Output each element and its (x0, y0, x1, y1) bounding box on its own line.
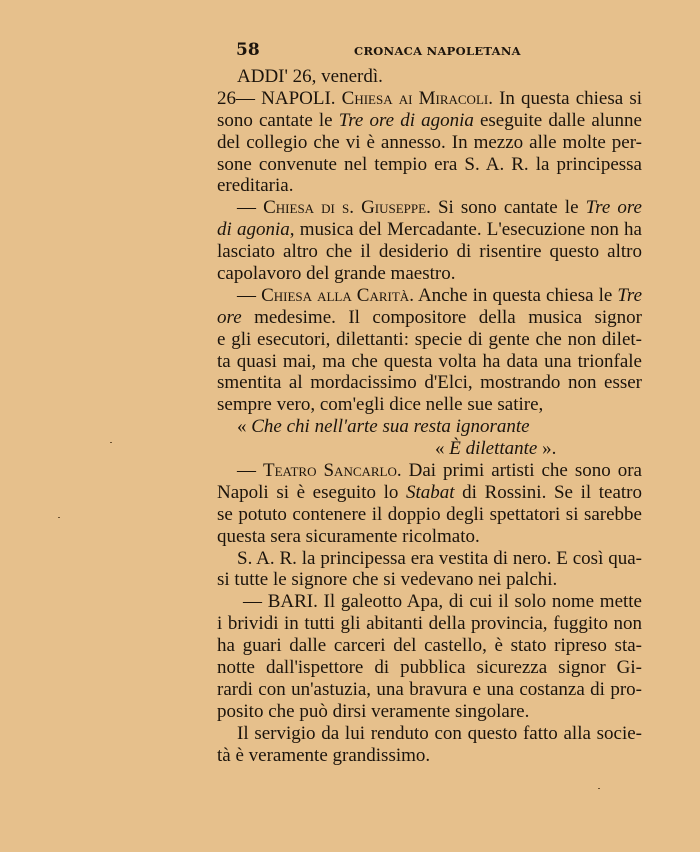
text-run: ta quasi mai, ma che questa volta ha data una trionfale (217, 350, 642, 372)
text-run: . Anche in questa chiesa le (409, 284, 618, 306)
italic-text: Stabat (406, 481, 455, 503)
text-run: S. A. R. la principessa era vestita di nero. E così qua- (237, 547, 642, 569)
italic-text: È dilettante (449, 438, 538, 460)
text-run: « (435, 438, 450, 460)
text-line (217, 635, 642, 657)
text-line (217, 110, 642, 132)
text-run: ». (537, 438, 557, 460)
text-run: . Dai primi artisti che sono ora (396, 460, 642, 482)
text-run: si tutte le signore che si vedevano nei palchi. (217, 569, 558, 591)
small-caps-heading: Chiesa di s. Giuseppe (263, 197, 427, 219)
text-line (217, 154, 642, 176)
text-run: posito che può dirsi veramente singolare. (217, 700, 530, 722)
text-run: « (237, 416, 252, 438)
text-run: lasciato altro che il desiderio di risentire questo altro (217, 241, 642, 263)
text-run: e gli esecutori, dilettanti: specie di gente che non dilet- (217, 328, 642, 350)
text-run: ereditaria. (217, 175, 294, 197)
text-run: del collegio che vi è annesso. In mezzo alle molte per- (217, 131, 642, 153)
text-run: questa sera sicuramente ricolmato. (217, 525, 480, 547)
text-run: notte dall'ispettore di pubblica sicurezza signor Gi- (217, 657, 642, 679)
text-line (217, 548, 642, 570)
text-line (217, 329, 642, 351)
text-line (217, 526, 642, 548)
text-run: . In questa chiesa si (488, 87, 642, 109)
text-run: — BARI. Il galeotto Apa, di cui il solo nome mette (243, 591, 642, 613)
text-line (217, 438, 642, 460)
text-run: — (237, 460, 263, 482)
text-run: capolavoro del grande maestro. (217, 263, 456, 285)
text-line (217, 416, 642, 438)
text-line (217, 701, 642, 723)
text-line (217, 569, 642, 591)
text-line (217, 482, 642, 504)
text-run: eseguite dalle alunne (473, 109, 642, 131)
paper-speck (110, 442, 112, 443)
text-line (217, 679, 642, 701)
text-line (217, 591, 642, 613)
text-line (217, 745, 642, 767)
text-line (217, 657, 642, 679)
text-run: sono cantate le (217, 109, 339, 131)
text-run: rardi con un'astuzia, una bravura e una costanza di pro- (217, 678, 642, 700)
text-line (217, 219, 642, 241)
text-run: 26— NAPOLI. (217, 87, 342, 109)
text-run: , musica del Mercadante. L'esecuzione non ha (289, 219, 642, 241)
text-line (217, 132, 642, 154)
text-run: ADDI' 26, venerdì. (237, 66, 383, 87)
italic-text: Che chi nell'arte sua resta ignorante (251, 416, 530, 438)
italic-text: ore (217, 306, 242, 328)
text-line (217, 394, 642, 416)
text-run: sempre vero, com'egli dice nelle sue satire, (217, 394, 544, 416)
text-line (217, 285, 642, 307)
text-line (217, 241, 642, 263)
italic-text: Tre ore (585, 197, 642, 219)
page-number: 58 (236, 40, 260, 60)
text-line (217, 175, 642, 197)
paper-speck (598, 788, 600, 789)
text-run: . Si sono cantate le (426, 197, 586, 219)
text-run: Napoli si è eseguito lo (217, 481, 406, 503)
text-run: medesime. Il compositore della musica signor (254, 306, 642, 328)
text-run: sone convenute nel tempio era S. A. R. la principessa (217, 153, 642, 175)
paper-speck (58, 517, 60, 518)
text-line (217, 197, 642, 219)
text-run: i brividi in tutti gli abitanti della provincia, fuggito non (217, 613, 642, 635)
italic-text: Tre (617, 284, 642, 306)
text-line (217, 351, 642, 373)
text-line (217, 504, 642, 526)
text-run: — (237, 284, 262, 306)
text-line (217, 460, 642, 482)
text-line (217, 66, 642, 88)
small-caps-heading: Teatro Sancarlo (263, 460, 397, 482)
text-line (217, 613, 642, 635)
small-caps-heading: Chiesa ai Miracoli (341, 87, 489, 109)
text-run: se potuto contenere il doppio degli spettatori si sarebbe (217, 503, 642, 525)
body-text (217, 66, 642, 767)
italic-text: Tre ore di agonia (338, 109, 474, 131)
text-run: tà è veramente grandissimo. (217, 744, 431, 766)
text-line (217, 372, 642, 394)
text-line (217, 263, 642, 285)
small-caps-heading: Chiesa alla Carità (261, 284, 410, 306)
text-run: smentita al mordacissimo d'Elci, mostrando non esser (217, 372, 642, 394)
text-line (217, 723, 642, 745)
italic-text: di agonia (217, 219, 290, 241)
text-run: ha guari dalle carceri del castello, è stato ripreso sta- (217, 635, 642, 657)
text-line (217, 88, 642, 110)
running-title: CRONACA NAPOLETANA (354, 44, 521, 58)
text-run: — (237, 197, 264, 219)
text-line (217, 307, 642, 329)
text-run: di Rossini. Se il teatro (462, 481, 642, 503)
text-run: Il servigio da lui renduto con questo fatto alla socie- (237, 722, 642, 744)
